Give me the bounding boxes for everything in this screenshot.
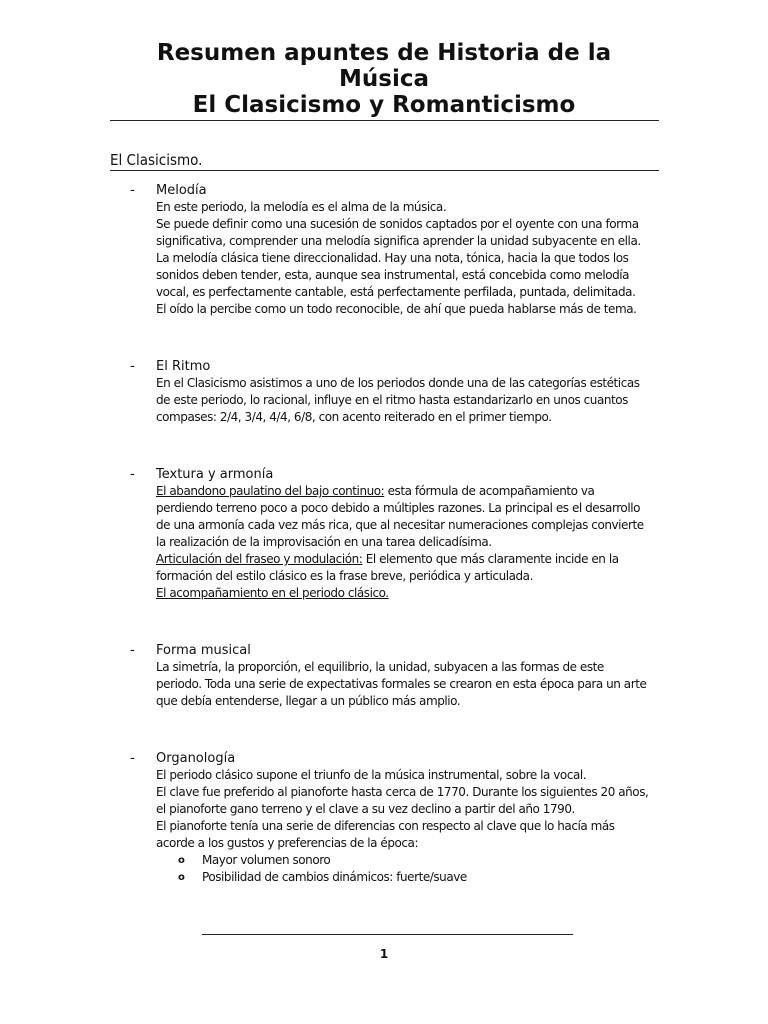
paragraph-line: significativa, comprender una melodía significa aprender la unidad subyacente en ella. [156,234,641,248]
section-heading: El Clasicismo. [110,151,203,169]
underlined-term: El abandono paulatino del bajo continuo: [156,484,385,498]
paragraph-line: acorde a los gustos y preferencias de la época: [156,836,419,850]
item-title: El Ritmo [156,359,211,374]
paragraph-line: El oído la percibe como un todo reconocible, de ahí que pueda hablarse más de tema. [156,302,637,316]
paragraph-text: El elemento que más claramente incide en la [362,552,619,566]
paragraph-line: la realización de la improvisación en una tarea delicadísima. [156,535,492,549]
paragraph-line: El clave fue preferido al pianoforte hasta cerca de 1770. Durante los siguientes 20 años, [156,785,649,799]
title-line-1: Resumen apuntes de Historia de la [156,40,612,66]
paragraph-line: el pianoforte gano terreno y el clave a su vez declino a partir del año 1790. [156,802,575,816]
bullet-marker: o [178,855,185,866]
title-divider [110,120,659,121]
underlined-term: El acompañamiento en el periodo clásico. [156,586,389,600]
paragraph-line: de una armonía cada vez más rica, que al necesitar numeraciones complejas convierte [156,518,644,532]
footer-divider [202,934,573,935]
paragraph-line: de este periodo, lo racional, influye en el ritmo hasta estandarizarlo en unos cuantos [156,393,628,407]
paragraph-text: esta fórmula de acompañamiento va [384,484,595,498]
bullet-marker: o [178,872,185,883]
list-dash: - [130,751,135,766]
paragraph-line: En este periodo, la melodía es el alma de la música. [156,200,447,214]
paragraph-line: En el Clasicismo asistimos a uno de los periodos donde una de las categorías estéticas [156,376,640,390]
title-line-2: Música [339,66,429,92]
paragraph-line: vocal, es perfectamente cantable, está perfectamente perfilada, puntada, delimitada. [156,285,636,299]
document-title [110,40,658,118]
bullet-text: Posibilidad de cambios dinámicos: fuerte/suave [202,870,467,884]
paragraph-line: compases: 2/4, 3/4, 4/4, 6/8, con acento reiterado en el primer tiempo. [156,410,552,424]
bullet-item [156,852,676,869]
item-title: Melodía [156,183,207,198]
paragraph-line [156,551,676,568]
paragraph-line: que debía entenderse, llegar a un público más amplio. [156,694,461,708]
list-dash: - [130,643,135,658]
paragraph-line: La simetría, la proporción, el equilibrio, la unidad, subyacen a las formas de este [156,660,604,674]
list-dash: - [130,467,135,482]
paragraph-line: El pianoforte tenía una serie de diferencias con respecto al clave que lo hacía más [156,819,615,833]
paragraph-line: formación del estilo clásico es la frase breve, periódica y articulada. [156,569,533,583]
underlined-term: Articulación del fraseo y modulación: [156,552,363,566]
item-title: Forma musical [156,643,251,658]
paragraph-line: perdiendo terreno poco a poco debido a múltiples razones. La principal es el desarrollo [156,501,640,515]
item-title: Organología [156,751,236,766]
paragraph-line [156,585,676,602]
title-line-3: El Clasicismo y Romanticismo [192,92,576,118]
paragraph-line: periodo. Toda una serie de expectativas formales se crearon en esta época para un arte [156,677,647,691]
list-dash: - [130,359,135,374]
paragraph-line: sonidos deben tender, esta, aunque sea instrumental, está concebida como melodía [156,268,630,282]
section-divider [110,170,659,171]
item-title: Textura y armonía [156,467,274,482]
page-number: 1 [379,947,389,961]
paragraph-line: El periodo clásico supone el triunfo de la música instrumental, sobre la vocal. [156,768,587,782]
paragraph-line: Se puede definir como una sucesión de sonidos captados por el oyente con una forma [156,217,639,231]
paragraph-line [156,483,676,500]
paragraph-line: La melodía clásica tiene direccionalidad. Hay una nota, tónica, hacia la que todos los [156,251,629,265]
list-dash: - [130,183,135,198]
bullet-text: Mayor volumen sonoro [202,853,331,867]
bullet-item [156,869,676,886]
